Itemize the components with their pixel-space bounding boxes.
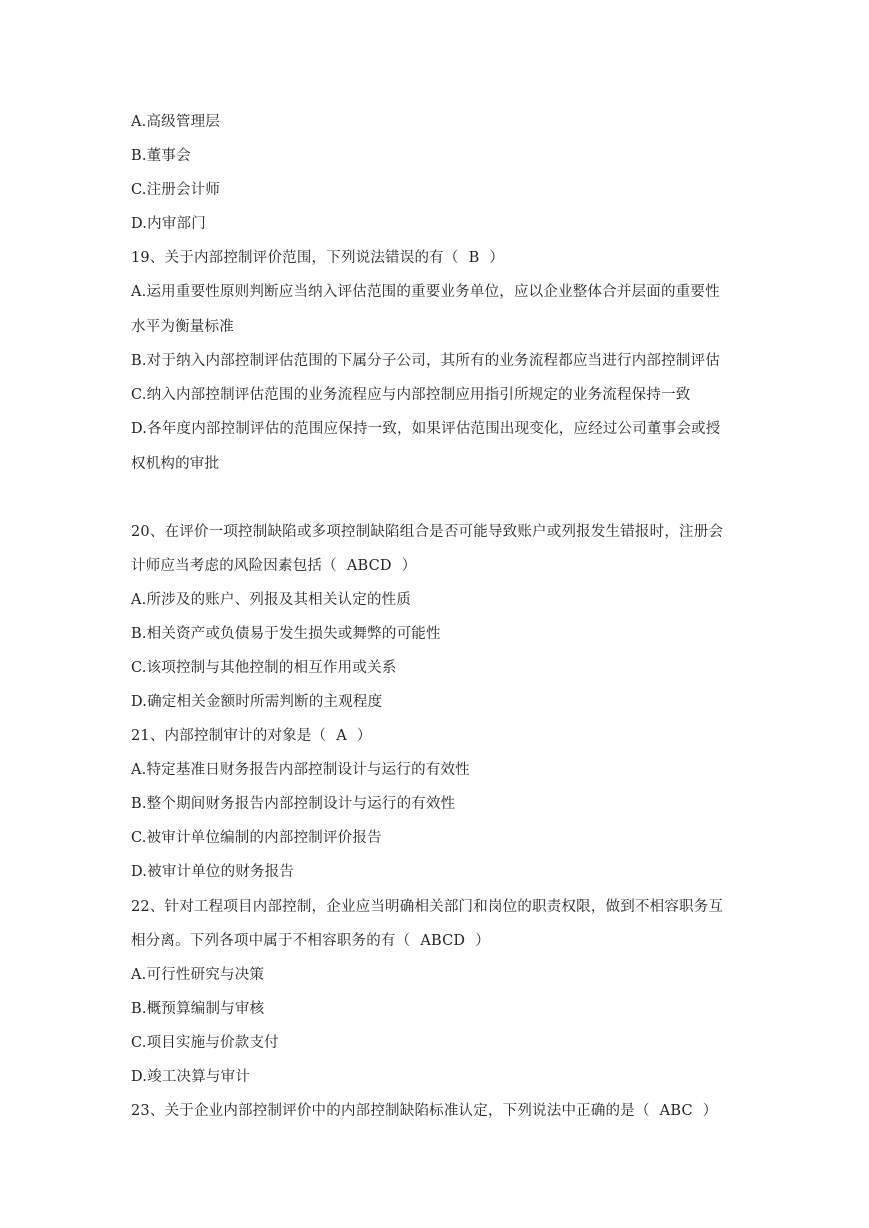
q20-option-d: D.确定相关金额时所需判断的主观程度	[131, 694, 383, 710]
q19-option-c: C.纳入内部控制评估范围的业务流程应与内部控制应用指引所规定的业务流程保持一致	[131, 387, 691, 403]
q21-option-c: C.被审计单位编制的内部控制评价报告	[131, 830, 382, 846]
q20-option-a: A.所涉及的账户、列报及其相关认定的性质	[131, 592, 412, 608]
q18-option-b: B.董事会	[131, 148, 191, 164]
q21-option-d: D.被审计单位的财务报告	[131, 864, 295, 880]
q20-stem-line1: 20、在评价一项控制缺陷或多项控制缺陷组合是否可能导致账户或列报发生错报时，注册会	[131, 524, 724, 540]
q23-stem: 23、关于企业内部控制评价中的内部控制缺陷标准认定，下列说法中正确的是（ ABC ）	[131, 1103, 718, 1119]
q20-option-b: B.相关资产或负债易于发生损失或舞弊的可能性	[131, 626, 441, 642]
q18-option-a: A.高级管理层	[131, 114, 220, 130]
q21-stem: 21、内部控制审计的对象是（ A ）	[131, 728, 372, 744]
q21-option-a: A.特定基准日财务报告内部控制设计与运行的有效性	[131, 762, 470, 778]
q19-option-b: B.对于纳入内部控制评估范围的下属分子公司，其所有的业务流程都应当进行内部控制评估	[131, 353, 720, 369]
q23-answer: ABC	[659, 1103, 693, 1119]
q21-answer: A	[336, 728, 347, 744]
q22-stem-line1: 22、针对工程项目内部控制，企业应当明确相关部门和岗位的职责权限，做到不相容职务互	[131, 899, 724, 915]
q22-stem-line2: 相分离。下列各项中属于不相容职务的有（ ABCD ）	[131, 933, 490, 949]
q20-answer: ABCD	[346, 558, 392, 574]
q21-option-b: B.整个期间财务报告内部控制设计与运行的有效性	[131, 796, 456, 812]
q20-stem-line2: 计师应当考虑的风险因素包括（ ABCD ）	[131, 558, 417, 574]
q19-option-a-line2: 水平为衡量标准	[131, 319, 234, 335]
q22-option-b: B.概预算编制与审核	[131, 1001, 265, 1017]
q20-option-c: C.该项控制与其他控制的相互作用或关系	[131, 660, 397, 676]
q22-option-a: A.可行性研究与决策	[131, 967, 265, 983]
q18-option-d: D.内审部门	[131, 216, 206, 232]
q22-option-c: C.项目实施与价款支付	[131, 1035, 279, 1051]
q19-stem: 19、关于内部控制评价范围，下列说法错误的有（ B ）	[131, 250, 505, 266]
q19-answer: B	[468, 250, 480, 266]
q22-option-d: D.竣工决算与审计	[131, 1069, 251, 1085]
q19-option-d-line2: 权机构的审批	[131, 456, 220, 472]
q19-option-a-line1: A.运用重要性原则判断应当纳入评估范围的重要业务单位，应以企业整体合并层面的重要性	[131, 284, 720, 300]
q19-option-d-line1: D.各年度内部控制评估的范围应保持一致，如果评估范围出现变化，应经过公司董事会或授	[131, 421, 721, 437]
q22-answer: ABCD	[420, 933, 466, 949]
q18-option-c: C.注册会计师	[131, 182, 221, 198]
